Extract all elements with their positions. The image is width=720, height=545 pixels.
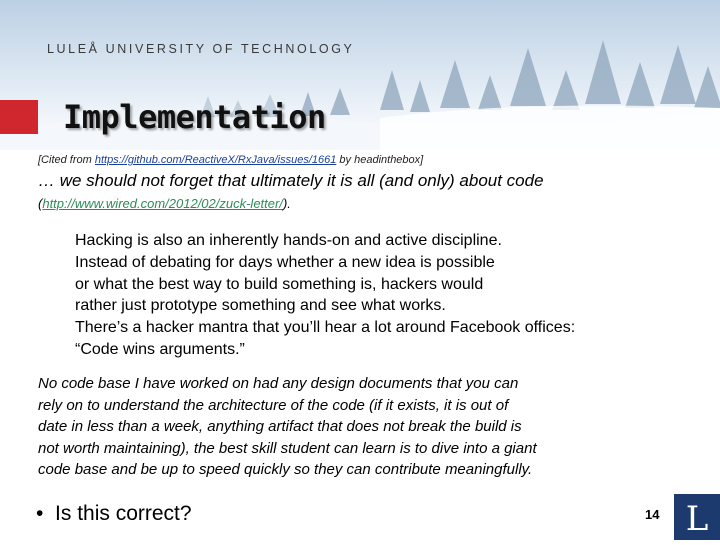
ltu-logo-icon [674, 494, 720, 540]
page-number: 14 [645, 507, 660, 522]
tagline: … we should not forget that ultimately it is all (and only) about code [38, 171, 544, 190]
accent-square [0, 100, 38, 134]
citation-suffix: by headinthebox] [336, 154, 424, 166]
opinion-line: rely on to understand the architecture of the code (if it exists, it is out of [38, 396, 509, 414]
slide-title: Implementation [63, 98, 326, 136]
source-link[interactable]: http://www.wired.com/2012/02/zuck-letter/ [42, 196, 283, 211]
bullet-item [36, 502, 192, 526]
quote-line: There’s a hacker mantra that you’ll hear a lot around Facebook offices: [75, 319, 576, 337]
university-name: LULEÅ UNIVERSITY OF TECHNOLOGY [47, 42, 355, 56]
source-reference [38, 196, 291, 211]
opinion-line: date in less than a week, anything artifact that does not break the build is [38, 418, 522, 435]
opinion-paragraph [38, 373, 537, 481]
ltu-logo-graphic [674, 494, 720, 540]
quote-line: “Code wins arguments.” [75, 340, 245, 358]
source-close: ). [282, 196, 291, 211]
citation-link[interactable]: https://github.com/ReactiveX/RxJava/issues/1661 [94, 154, 337, 166]
source-open: ( [38, 196, 43, 211]
citation [38, 154, 423, 166]
zuckerberg-quote [75, 230, 575, 361]
opinion-line: code base and be up to speed quickly so they can contribute meaningfully. [38, 461, 533, 478]
opinion-line: No code base I have worked on had any design documents that you can [38, 375, 519, 392]
quote-line: Hacking is also an inherently hands-on and active discipline. [75, 232, 502, 249]
bullet-dot-icon: • [36, 502, 44, 525]
quote-line: Instead of debating for days whether a new idea is possible [75, 253, 495, 271]
bullet-text: Is this correct? [55, 502, 192, 525]
logo-letter: L [685, 499, 709, 539]
quote-line: rather just prototype something and see what works. [75, 297, 446, 315]
citation-prefix: [Cited from [38, 154, 95, 166]
quote-line: or what the best way to build something is, hackers would [75, 275, 484, 293]
opinion-line: not worth maintaining), the best skill student can learn is to dive into a giant [38, 439, 537, 457]
